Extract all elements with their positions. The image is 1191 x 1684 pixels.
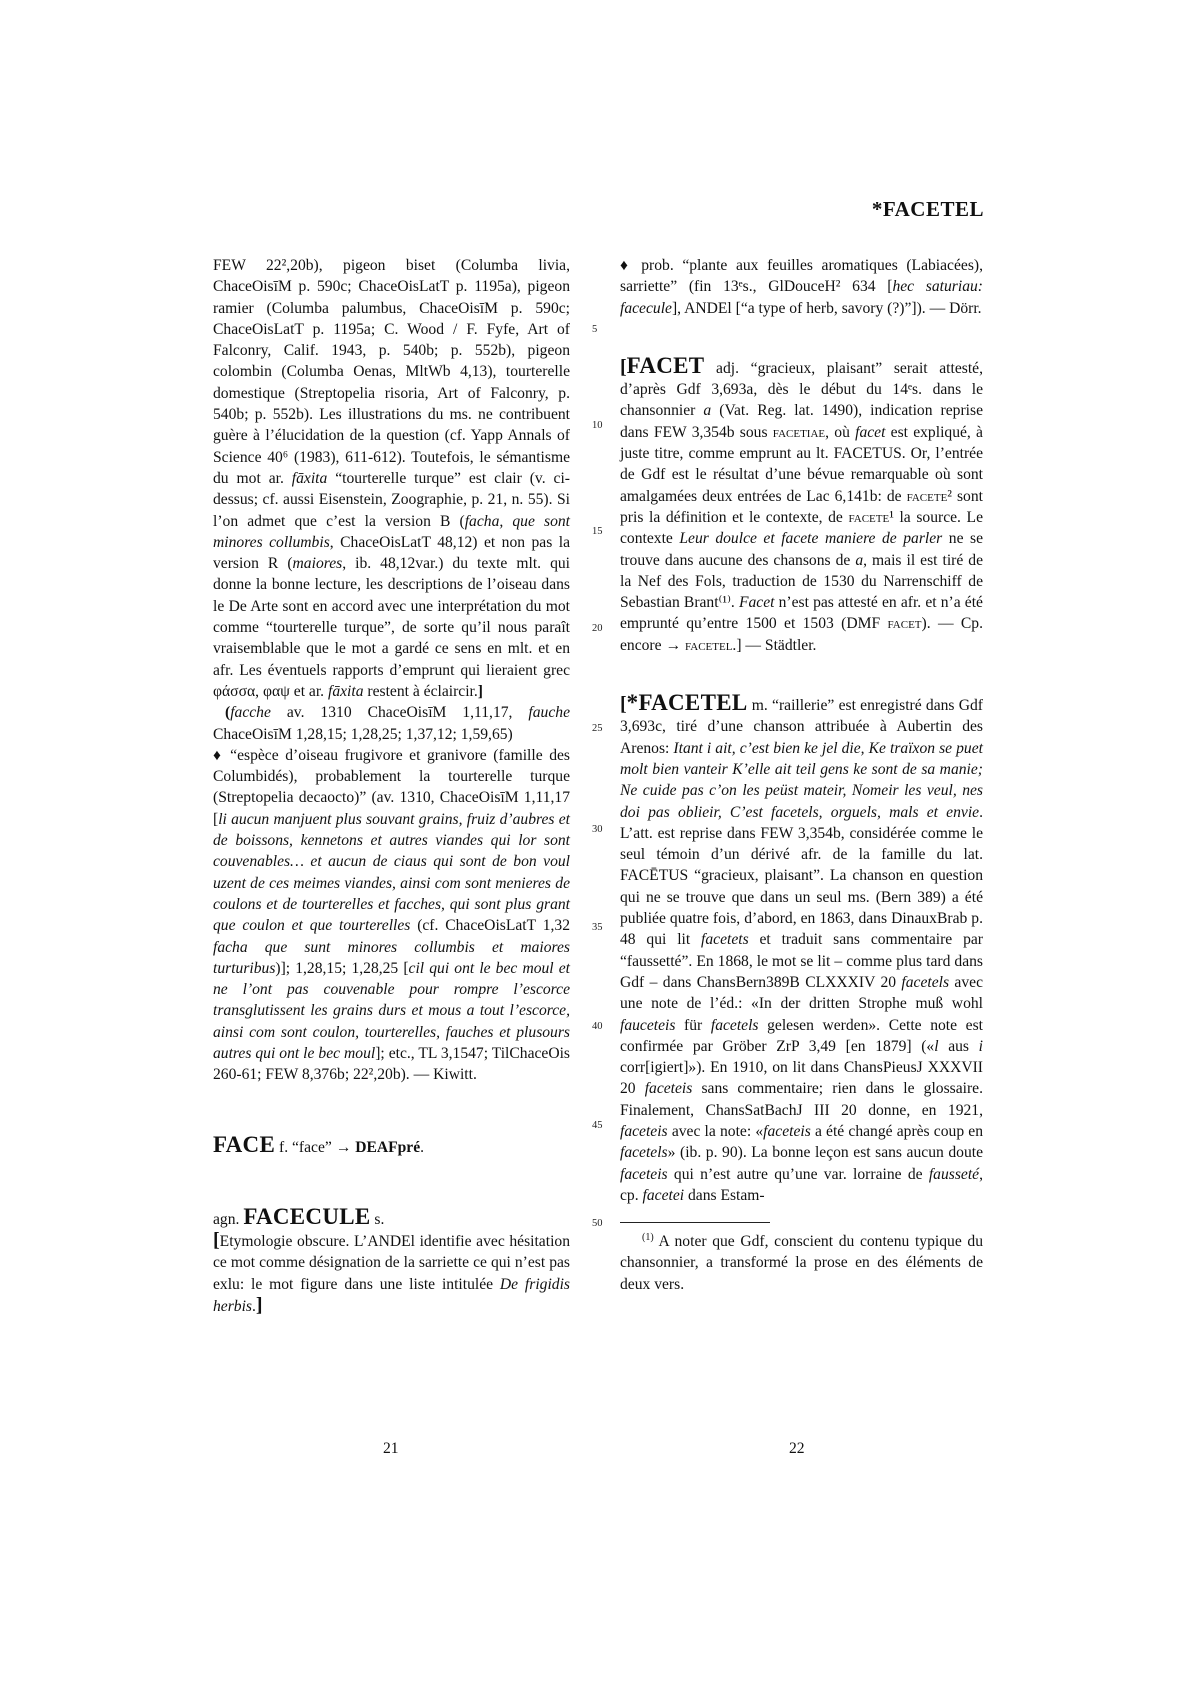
line-number: 15	[592, 526, 603, 537]
line-number: 25	[592, 723, 603, 734]
footnote: $^{(1)}$ A noter que Gdf, conscient du contenu typique du chansonnier, a transformé la prose en des éléments de deux vers.	[620, 1231, 983, 1293]
line-number: 40	[592, 1021, 603, 1032]
diamond-icon: ♦	[213, 746, 224, 764]
line-number: 10	[592, 420, 603, 431]
paragraph-sense: ♦ “espèce d’oiseau frugivore et granivore (famille des Columbidés), probablement la tourterelle turque (Streptopelia decaocto)” (av. 1310, ChaceOisīM 1,11,17 [li aucun manjuent plus souvant grains, fruiz d’aubres et de boissons, kennetons et autres viandes qui lor sont couvenables… et aucun de ciaus qui sont de bon voul uzent de ces meimes viandes, ainsi com sont menieres de coulons et de tourterelles et facches, qui sont plus grant que coulon et que tourterelles (cf. ChaceOisLatT 1,32 facha que sunt minores collumbis et maiores turturibus)]; 1,28,15; 1,28,25 [cil qui ont le bec moul et ne l’ont pas couvenable pour rompre l’escorce transglutissent les grains durs et mous a tout l’escorce, ainsi com sont coulon, tourterelles, fauches et plusours autres qui ont le bec moul]; etc., TL 3,1547; TilChaceOis 260-61; FEW 8,376b; 22²,20b). — Kiwitt.	[213, 746, 570, 1084]
entry-facetel: [*FACETEL m. “raillerie” est enregistré dans Gdf 3,693c, tiré d’une chanson attribuée à Aubertin des Arenos: Itant i ait, c’est bien ke jel die, Ke traïxon se puet molt bien vanteir K’elle ait teil gens ke sont de sa manie; Ne cuide pas c’on les peüst mateir, Nomeir les veul, nes doi pas oblieir, C’est facetels, orguels, mals et envie. L’att. est reprise dans FEW 3,354b, considérée comme le seul témoin d’un dérivé afr. de la famille du lat. FACĒTUS “gracieux, plaisant”. La chanson en question qui ne se trouve que dans un seul ms. (Bern 389) a été publiée quatre fois, d’abord, en 1863, dans DinauxBrab p. 48 qui lit facetets et traduit sans commentaire par “faussetté”. En 1868, le mot se lit – comme plus tard dans Gdf – dans ChansBern389B CLXXXIV 20 facetels avec une note de l’éd.: «In der dritten Strophe muß wohl fauceteis für facetels gelesen werden». Cette note est confirmée par Gröber ZrP 3,49 [en 1879] («l aus i corr[igiert]»). En 1910, on lit dans ChansPieusJ XXXVII 20 faceteis sans commentaire; rien dans le glossaire. Finalement, ChansSatBachJ III 20 donne, en 1921, faceteis avec la note: «faceteis a été changé après coup en facetels» (ib. p. 90). La bonne leçon est sans aucun doute faceteis qui n’est autre qu’une var. lorraine de fausseté, cp. facetei dans Estam-	[620, 690, 984, 1204]
line-number: 20	[592, 623, 603, 634]
footnote-mark: (1)	[642, 1231, 654, 1243]
crossref-deafpre: DEAFpré	[355, 1138, 421, 1156]
entry-facecule-header: agn. FACECULE s.	[213, 1203, 385, 1229]
page-number-right: 22	[789, 1440, 805, 1457]
lemma-facetel: *FACETEL	[626, 690, 748, 716]
entry-facet: [FACET adj. “gracieux, plaisant” serait attesté, d’après Gdf 3,693a, dès le début du 14ᵉs. dans le chansonnier a (Vat. Reg. lat. 1490), indication reprise dans FEW 3,354b sous facetiae, où facet est expliqué, à juste titre, comme emprunt au lt. FACETUS. Or, l’entrée de Gdf est le résultat d’une bévue remarquable où sont amalgamées deux entrées de Lac 6,141b: de facete² sont pris la définition et le contexte, de facete¹ la source. Le contexte Leur doulce et facete maniere de parler ne se trouve dans aucune des chansons de a, mais il est tiré de la Nef des Fols, traduction de 1530 du Narrenschiff de Sebastian Brant⁽¹⁾. Facet n’est pas attesté en afr. et n’a été emprunté qu’entre 1500 et 1503 (DMF facet). — Cp. encore → facetel.] — Städtler.	[620, 352, 984, 654]
line-number: 50	[592, 1218, 603, 1229]
paragraph-forms: (facche av. 1310 ChaceOisīM 1,11,17, fauche ChaceOisīM 1,28,15; 1,28,25; 1,37,12; 1,59,65)	[213, 704, 570, 743]
lemma-facecule: FACECULE	[243, 1203, 371, 1229]
paragraph-facecule-sense: ♦ prob. “plante aux feuilles aromatiques (Labiacées), sarriette” (fin 13ᵉs., GlDouceH² 634 [hec saturiau: facecule], ANDEl [“a type of herb, savory (?)”]). — Dörr.	[620, 257, 983, 317]
right-column	[620, 255, 983, 1295]
paragraph-etymology-end: FEW 22²,20b), pigeon biset (Columba livia, ChaceOisīM p. 590c; ChaceOisLatT p. 1195a), pigeon ramier (Columba palumbus, ChaceOisīM p. 590c; ChaceOisLatT p. 1195a; C. Wood / F. Fyfe, Art of Falconry, Calif. 1943, p. 540b; p. 552b), pigeon colombin (Columba Oenas, MltWb 4,13), tourterelle domestique (Streptopelia risoria, Art of Falconry, p. 540b; p. 552b). Les illustrations du ms. ne contribuent guère à l’élucidation de la question (cf. Yapp Annals of Science 40⁶ (1983), 611-612). Toutefois, le sémantisme du mot ar. fāxita “tourterelle turque” est clair (v. ci-dessus; cf. aussi Eisenstein, Zoographie, p. 21, n. 55). Si l’on admet que c’est la version B (facha, que sont minores collumbis, ChaceOisLatT 48,12) et non pas la version R (maiores, ib. 48,12var.) du texte mlt. qui donne la bonne lecture, les descriptions de l’oiseau dans le De Arte sont en accord avec une interprétation du mot comme “tourterelle turque”, de sorte qu’il nous paraît vraisemblable que le mot a gardé ce sens en mlt. et en afr. Les éventuels rapports d’emprunt qui lieraient grec φάσσα, φαψ et ar. fāxita restent à éclaircir.]	[213, 257, 571, 700]
running-head: *FACETEL	[871, 197, 984, 221]
lemma-face: FACE	[213, 1131, 276, 1157]
line-number: 35	[592, 922, 603, 933]
page-number-left: 21	[383, 1440, 399, 1457]
line-number: 5	[592, 324, 598, 335]
left-column	[213, 255, 570, 1317]
line-number: 30	[592, 824, 603, 835]
entry-facecule-etymology: [Etymologie obscure. L’ANDEl identifie avec hésitation ce mot comme désignation de la sarriette ce qui n’est pas exlu: le mot figure dans une liste intitulée De frigidis herbis.]	[213, 1229, 570, 1317]
line-number: 45	[592, 1120, 603, 1131]
entry-face: FACE f. “face” → DEAFpré.	[213, 1131, 425, 1157]
diamond-icon: ♦	[620, 257, 633, 274]
lemma-facet: FACET	[626, 352, 705, 378]
footnote-rule	[620, 1222, 770, 1223]
